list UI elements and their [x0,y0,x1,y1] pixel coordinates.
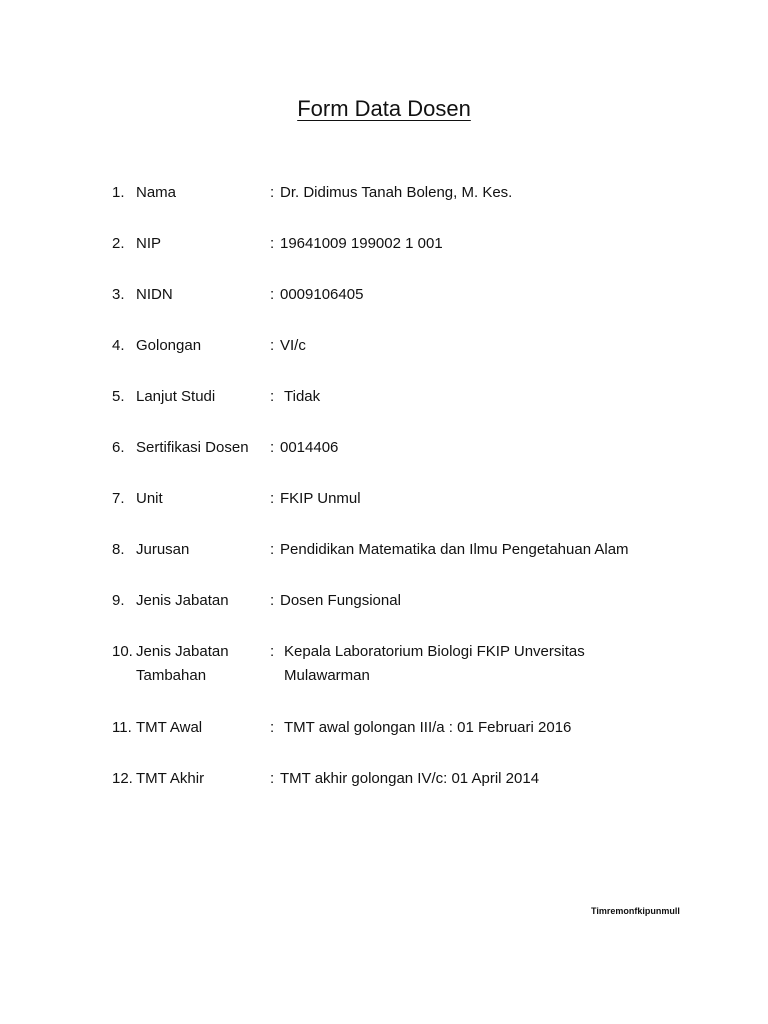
page-title-text: Form Data Dosen [297,96,471,121]
field-label: Jurusan [136,541,190,558]
form-row-nip [112,232,712,283]
row-number: 4. [112,337,125,354]
form-row-golongan [112,334,712,385]
field-colon: : [270,184,275,201]
footer-credit: Timremonfkipunmull [591,906,680,916]
field-value: 0009106405 [280,286,364,303]
form-fields-list [112,181,712,818]
row-number: 12. [112,770,133,787]
row-number: 10. [112,643,133,660]
field-label: Golongan [136,337,202,354]
form-row-unit [112,487,712,538]
page-title [0,94,768,124]
form-row-jenis-jabatan [112,589,712,640]
field-value: TMT awal golongan III/a : 01 Februari 2016 [284,719,572,736]
field-colon: : [270,490,275,507]
field-value: Tidak [284,388,321,405]
field-value: TMT akhir golongan IV/c: 01 April 2014 [280,770,540,787]
field-label: NIDN [136,286,173,303]
field-label: Jenis Jabatan Tambahan [136,643,229,684]
row-number: 3. [112,286,125,303]
row-number: 9. [112,592,125,609]
row-number: 8. [112,541,125,558]
row-number: 11. [112,719,132,736]
field-colon: : [270,337,275,354]
field-colon: : [270,719,275,736]
form-row-tmt-awal [112,716,712,767]
field-colon: : [270,592,275,609]
field-label: Unit [136,490,163,507]
form-row-sertifikasi-dosen [112,436,712,487]
form-row-jenis-jabatan-tambahan [112,640,712,716]
field-label: Lanjut Studi [136,388,216,405]
row-number: 7. [112,490,125,507]
field-colon: : [270,235,275,252]
form-row-tmt-akhir [112,767,712,818]
form-row-jurusan [112,538,712,589]
field-label: TMT Awal [136,719,203,736]
field-value: 0014406 [280,439,339,456]
field-value: Kepala Laboratorium Biologi FKIP Unversitas Mulawarman [284,643,585,684]
field-value: Pendidikan Matematika dan Ilmu Pengetahuan Alam [280,541,629,558]
row-number: 1. [112,184,125,201]
field-value: Dosen Fungsional [280,592,401,609]
field-colon: : [270,643,275,660]
field-label: Sertifikasi Dosen [136,439,249,456]
row-number: 2. [112,235,125,252]
field-colon: : [270,439,275,456]
field-label: Jenis Jabatan [136,592,229,609]
field-colon: : [270,388,275,405]
field-colon: : [270,541,275,558]
form-row-nama [112,181,712,232]
field-label: Nama [136,184,177,201]
field-value: VI/c [280,337,306,354]
row-number: 5. [112,388,125,405]
form-row-nidn [112,283,712,334]
row-number: 6. [112,439,125,456]
field-value: Dr. Didimus Tanah Boleng, M. Kes. [280,184,513,201]
form-row-lanjut-studi [112,385,712,436]
field-colon: : [270,770,275,787]
field-value: 19641009 199002 1 001 [280,235,443,252]
field-label: NIP [136,235,162,252]
field-label: TMT Akhir [136,770,205,787]
field-value: FKIP Unmul [280,490,361,507]
field-colon: : [270,286,275,303]
